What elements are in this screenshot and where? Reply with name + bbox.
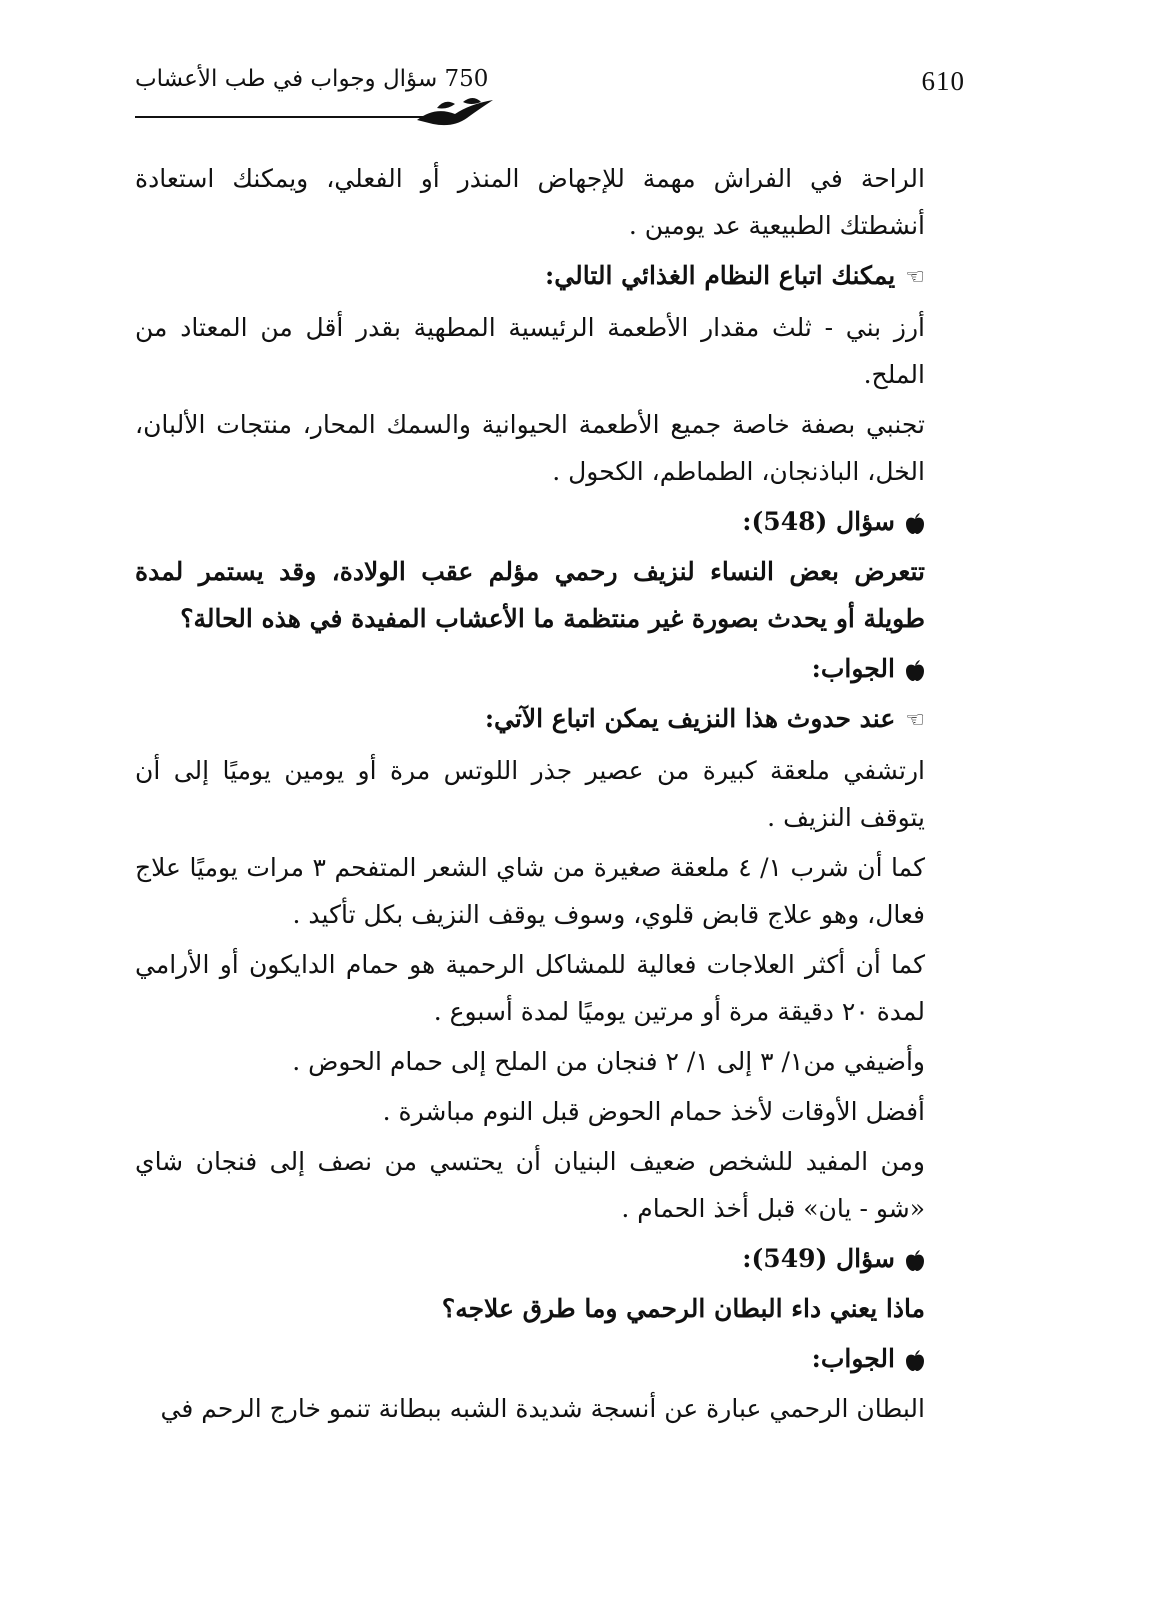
paragraph: كما أن أكثر العلاجات فعالية للمشاكل الرحمية هو حمام الدايكون أو الأرامي لمدة ٢٠ دقيقة مرة أو مرتين يوميًا لمدة أسبوع . [135,950,925,1026]
paragraph: وأضيفي من١/ ٣ إلى ١/ ٢ فنجان من الملح إلى حمام الحوض . [292,1047,925,1076]
leaf-ornament-icon [415,96,495,130]
answer-heading: الجواب: [135,1335,965,1382]
apple-icon [905,1250,925,1272]
hand-pointer-icon: ☜ [905,265,925,290]
paragraph: ومن المفيد للشخص ضعيف البنيان أن يحتسي من نصف إلى فنجان شاي «شو - يان» قبل أخذ الحمام . [135,1147,925,1223]
apple-icon [905,513,925,535]
paragraph: تجنبي بصفة خاصة جميع الأطعمة الحيوانية والسمك المحار، منتجات الألبان، الخل، الباذنجان، الطماطم، الكحول . [135,410,925,486]
question-text: تتعرض بعض النساء لنزيف رحمي مؤلم عقب الولادة، وقد يستمر لمدة طويلة أو يحدث بصورة غير منتظمة ما الأعشاب المفيدة في هذه الحالة؟ [135,557,925,633]
list-item: ☜عند حدوث هذا النزيف يمكن اتباع الآتي: [135,695,965,744]
header-rule [135,116,435,118]
question-heading: سؤال (549): [135,1235,965,1282]
hand-pointer-icon: ☜ [905,708,925,733]
paragraph: أرز بني - ثلث مقدار الأطعمة الرئيسية المطهية بقدر أقل من المعتاد من الملح. [135,313,925,389]
paragraph: أفضل الأوقات لأخذ حمام الحوض قبل النوم مباشرة . [382,1097,925,1126]
question-text: ماذا يعني داء البطان الرحمي وما طرق علاجه؟ [441,1294,925,1323]
paragraph: كما أن شرب ١/ ٤ ملعقة صغيرة من شاي الشعر المتفحم ٣ مرات يوميًا علاج فعال، وهو علاج قابض قلوي، وسوف يوقف النزيف بكل تأكيد . [135,853,926,929]
page-header [135,62,965,132]
list-item: ☜يمكنك اتباع النظام الغذائي التالي: [135,252,965,301]
apple-icon [905,660,925,682]
paragraph: الراحة في الفراش مهمة للإجهاض المنذر أو الفعلي، ويمكنك استعادة أنشطتك الطبيعية عد يومين . [135,164,925,240]
page-number: 610 [921,66,965,96]
paragraph: ارتشفي ملعقة كبيرة من عصير جذر اللوتس مرة أو يومين يوميًا إلى أن يتوقف النزيف . [135,756,925,832]
answer-heading: الجواب: [135,645,965,692]
page-body [135,155,965,1435]
question-heading: سؤال (548): [135,498,965,545]
paragraph: البطان الرحمي عبارة عن أنسجة شديدة الشبه ببطانة تنمو خارج الرحم في [160,1394,925,1423]
apple-icon [905,1350,925,1372]
book-title: 750 سؤال وجواب في طب الأعشاب [135,66,489,92]
